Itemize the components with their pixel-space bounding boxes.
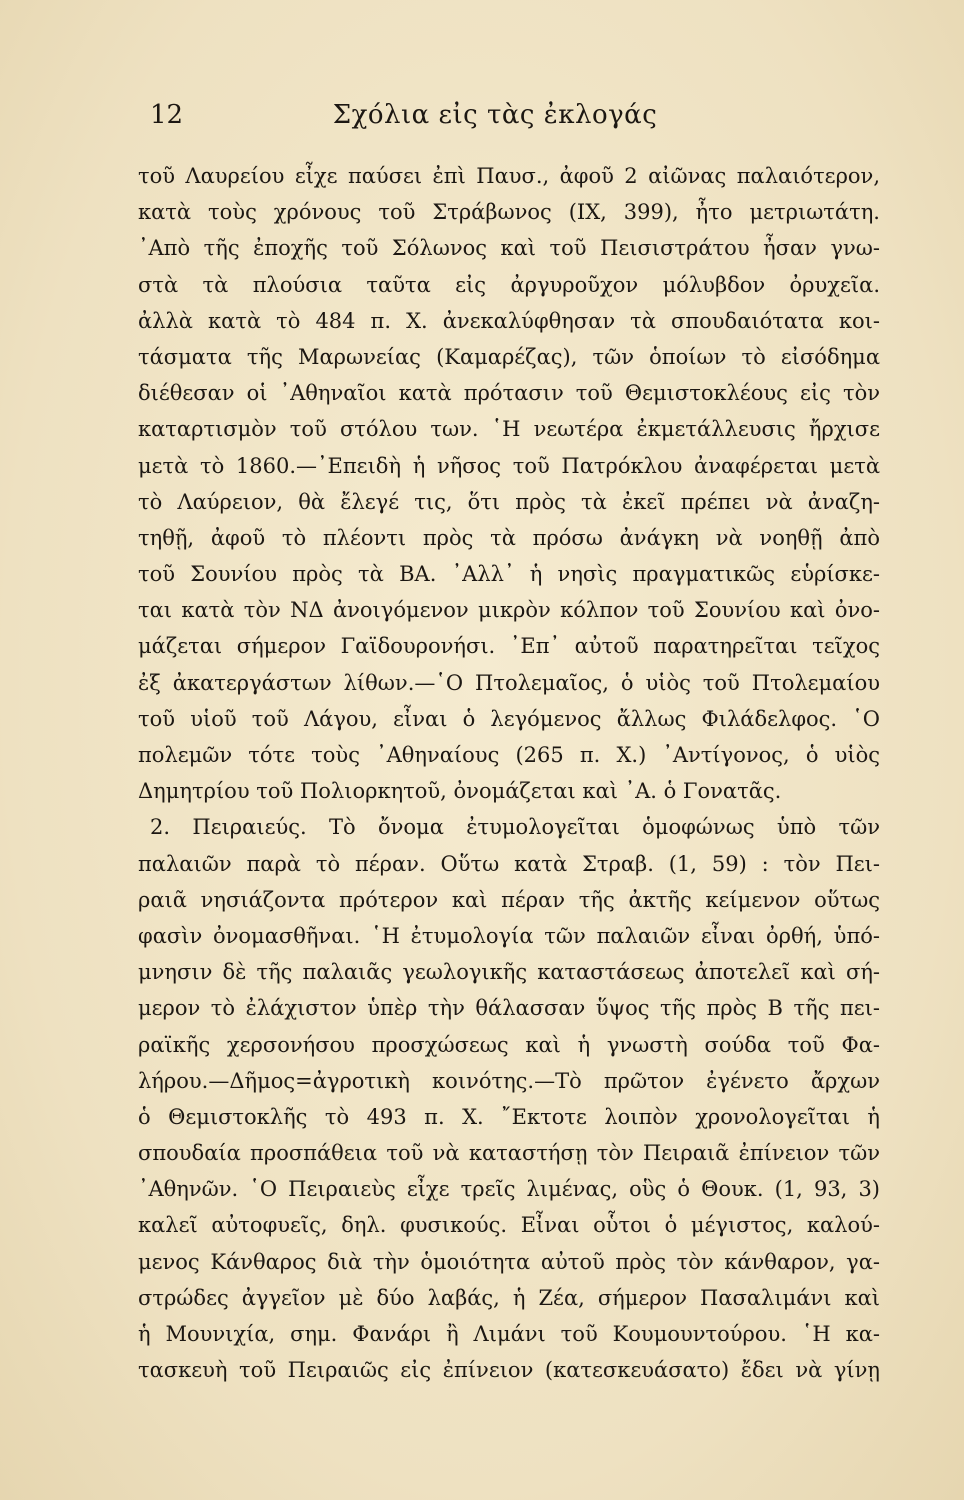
text-line: παλαιῶν παρὰ τὸ πέραν. Οὕτω κατὰ Στραβ. (1, 59) : τὸν Πει-	[138, 851, 880, 876]
text-line: τηθῇ, ἀφοῦ τὸ πλέοντι πρὸς τὰ πρόσω ἀνάγκη νὰ νοηθῇ ἀπὸ	[138, 525, 880, 550]
text-line: μετὰ τὸ 1860.—᾿Επειδὴ ἡ νῆσος τοῦ Πατρόκλου ἀναφέρεται μετὰ	[138, 453, 880, 478]
text-line: τάσματα τῆς Μαρωνείας (Καμαρέζας), τῶν ὁποίων τὸ εἰσόδημα	[138, 344, 880, 369]
text-line: ᾿Αθηνῶν. ῾Ο Πειραιεὺς εἶχε τρεῖς λιμένας, οὓς ὁ Θουκ. (1, 93, 3)	[138, 1177, 880, 1202]
body-text	[138, 158, 880, 1388]
text-line: ται κατὰ τὸν ΝΔ ἀνοιγόμενον μικρὸν κόλπον τοῦ Σουνίου καὶ ὀνο-	[138, 598, 880, 623]
page-number: 12	[150, 100, 184, 130]
section-heading-line: 2. Πειραιεύς. Τὸ ὄνομα ἐτυμολογεῖται ὁμοφώνως ὑπὸ τῶν	[150, 815, 880, 840]
text-line: ὁ Θεμιστοκλῆς τὸ 493 π. Χ. ῎Εκτοτε λοιπὸν χρονολογεῖται ἡ	[138, 1104, 880, 1129]
text-line: ραιᾶ νησιάζοντα πρότερον καὶ πέραν τῆς ἀκτῆς κείμενον οὕτως	[138, 887, 880, 912]
text-line: μερον τὸ ἐλάχιστον ὑπὲρ τὴν θάλασσαν ὕψος τῆς πρὸς Β τῆς πει-	[138, 996, 880, 1021]
text-line: ραϊκῆς χερσονήσου προσχώσεως καὶ ἡ γνωστὴ σούδα τοῦ Φα-	[138, 1032, 880, 1057]
text-line: διέθεσαν οἱ ᾿Αθηναῖοι κατὰ πρότασιν τοῦ Θεμιστοκλέους εἰς τὸν	[138, 381, 880, 406]
text-line: Δημητρίου τοῦ Πολιορκητοῦ, ὀνομάζεται καὶ ᾿Α. ὁ Γονατᾶς.	[138, 779, 782, 804]
text-line: στρώδες ἀγγεῖον μὲ δύο λαβάς, ἡ Ζέα, σήμερον Πασαλιμάνι καὶ	[138, 1285, 880, 1310]
text-line: ἡ Μουνιχία, σημ. Φανάρι ἢ Λιμάνι τοῦ Κουμουντούρου. ῾Η κα-	[138, 1322, 880, 1346]
text-line: τοῦ Λαυρείου εἶχε παύσει ἐπὶ Παυσ., ἀφοῦ 2 αἰῶνας παλαιότερον,	[138, 164, 880, 188]
text-line: τασκευὴ τοῦ Πειραιῶς εἰς ἐπίνειον (κατεσκευάσατο) ἔδει νὰ γίνῃ	[138, 1358, 880, 1383]
text-line: ἐξ ἀκατεργάστων λίθων.—῾Ο Πτολεμαῖος, ὁ υἱὸς τοῦ Πτολεμαίου	[138, 670, 880, 695]
text-line: τὸ Λαύρειον, θὰ ἔλεγέ τις, ὅτι πρὸς τὰ ἐκεῖ πρέπει νὰ ἀναζη-	[138, 489, 880, 514]
running-title: Σχόλια εἰς τὰς ἐκλογάς	[332, 100, 658, 130]
text-line: καλεῖ αὐτοφυεῖς, δηλ. φυσικούς. Εἶναι οὗτοι ὁ μέγιστος, καλού-	[138, 1213, 880, 1238]
text-line: μενος Κάνθαρος διὰ τὴν ὁμοιότητα αὐτοῦ πρὸς τὸν κάνθαρον, γα-	[138, 1249, 880, 1274]
text-line: τοῦ Σουνίου πρὸς τὰ ΒΑ. ᾿Αλλ᾿ ἡ νησὶς πραγματικῶς εὑρίσκε-	[138, 562, 880, 587]
page-header	[150, 100, 840, 140]
text-line: μνησιν δὲ τῆς παλαιᾶς γεωλογικῆς καταστάσεως ἀποτελεῖ καὶ σή-	[138, 960, 880, 985]
text-line: λήρου.—Δῆμος=ἀγροτικὴ κοινότης.—Τὸ πρῶτον ἐγένετο ἄρχων	[138, 1068, 880, 1093]
text-line: σπουδαία προσπάθεια τοῦ νὰ καταστήσῃ τὸν Πειραιᾶ ἐπίνειον τῶν	[138, 1141, 880, 1166]
text-line: κατὰ τοὺς χρόνους τοῦ Στράβωνος (IX, 399), ἦτο μετριωτάτη.	[138, 200, 880, 225]
text-line: τοῦ υἱοῦ τοῦ Λάγου, εἶναι ὁ λεγόμενος ἄλλως Φιλάδελφος. ῾Ο	[138, 706, 880, 731]
text-line: φασὶν ὀνομασθῆναι. ῾Η ἐτυμολογία τῶν παλαιῶν εἶναι ὀρθή, ὑπό-	[138, 923, 880, 948]
text-line: στὰ τὰ πλούσια ταῦτα εἰς ἀργυροῦχον μόλυβδον ὀρυχεῖα.	[138, 272, 880, 297]
text-line: καταρτισμὸν τοῦ στόλου των. ῾Η νεωτέρα ἐκμετάλλευσις ἤρχισε	[138, 417, 880, 442]
text-line: ἀλλὰ κατὰ τὸ 484 π. Χ. ἀνεκαλύφθησαν τὰ σπουδαιότατα κοι-	[138, 308, 880, 333]
text-line: μάζεται σήμερον Γαϊδουρονήσι. ᾿Επ᾿ αὐτοῦ παρατηρεῖται τεῖχος	[138, 634, 880, 659]
text-line: ᾿Απὸ τῆς ἐποχῆς τοῦ Σόλωνος καὶ τοῦ Πεισιστράτου ἦσαν γνω-	[138, 236, 880, 261]
text-line: πολεμῶν τότε τοὺς ᾿Αθηναίους (265 π. Χ.) ᾿Αντίγονος, ὁ υἱὸς	[138, 743, 880, 767]
